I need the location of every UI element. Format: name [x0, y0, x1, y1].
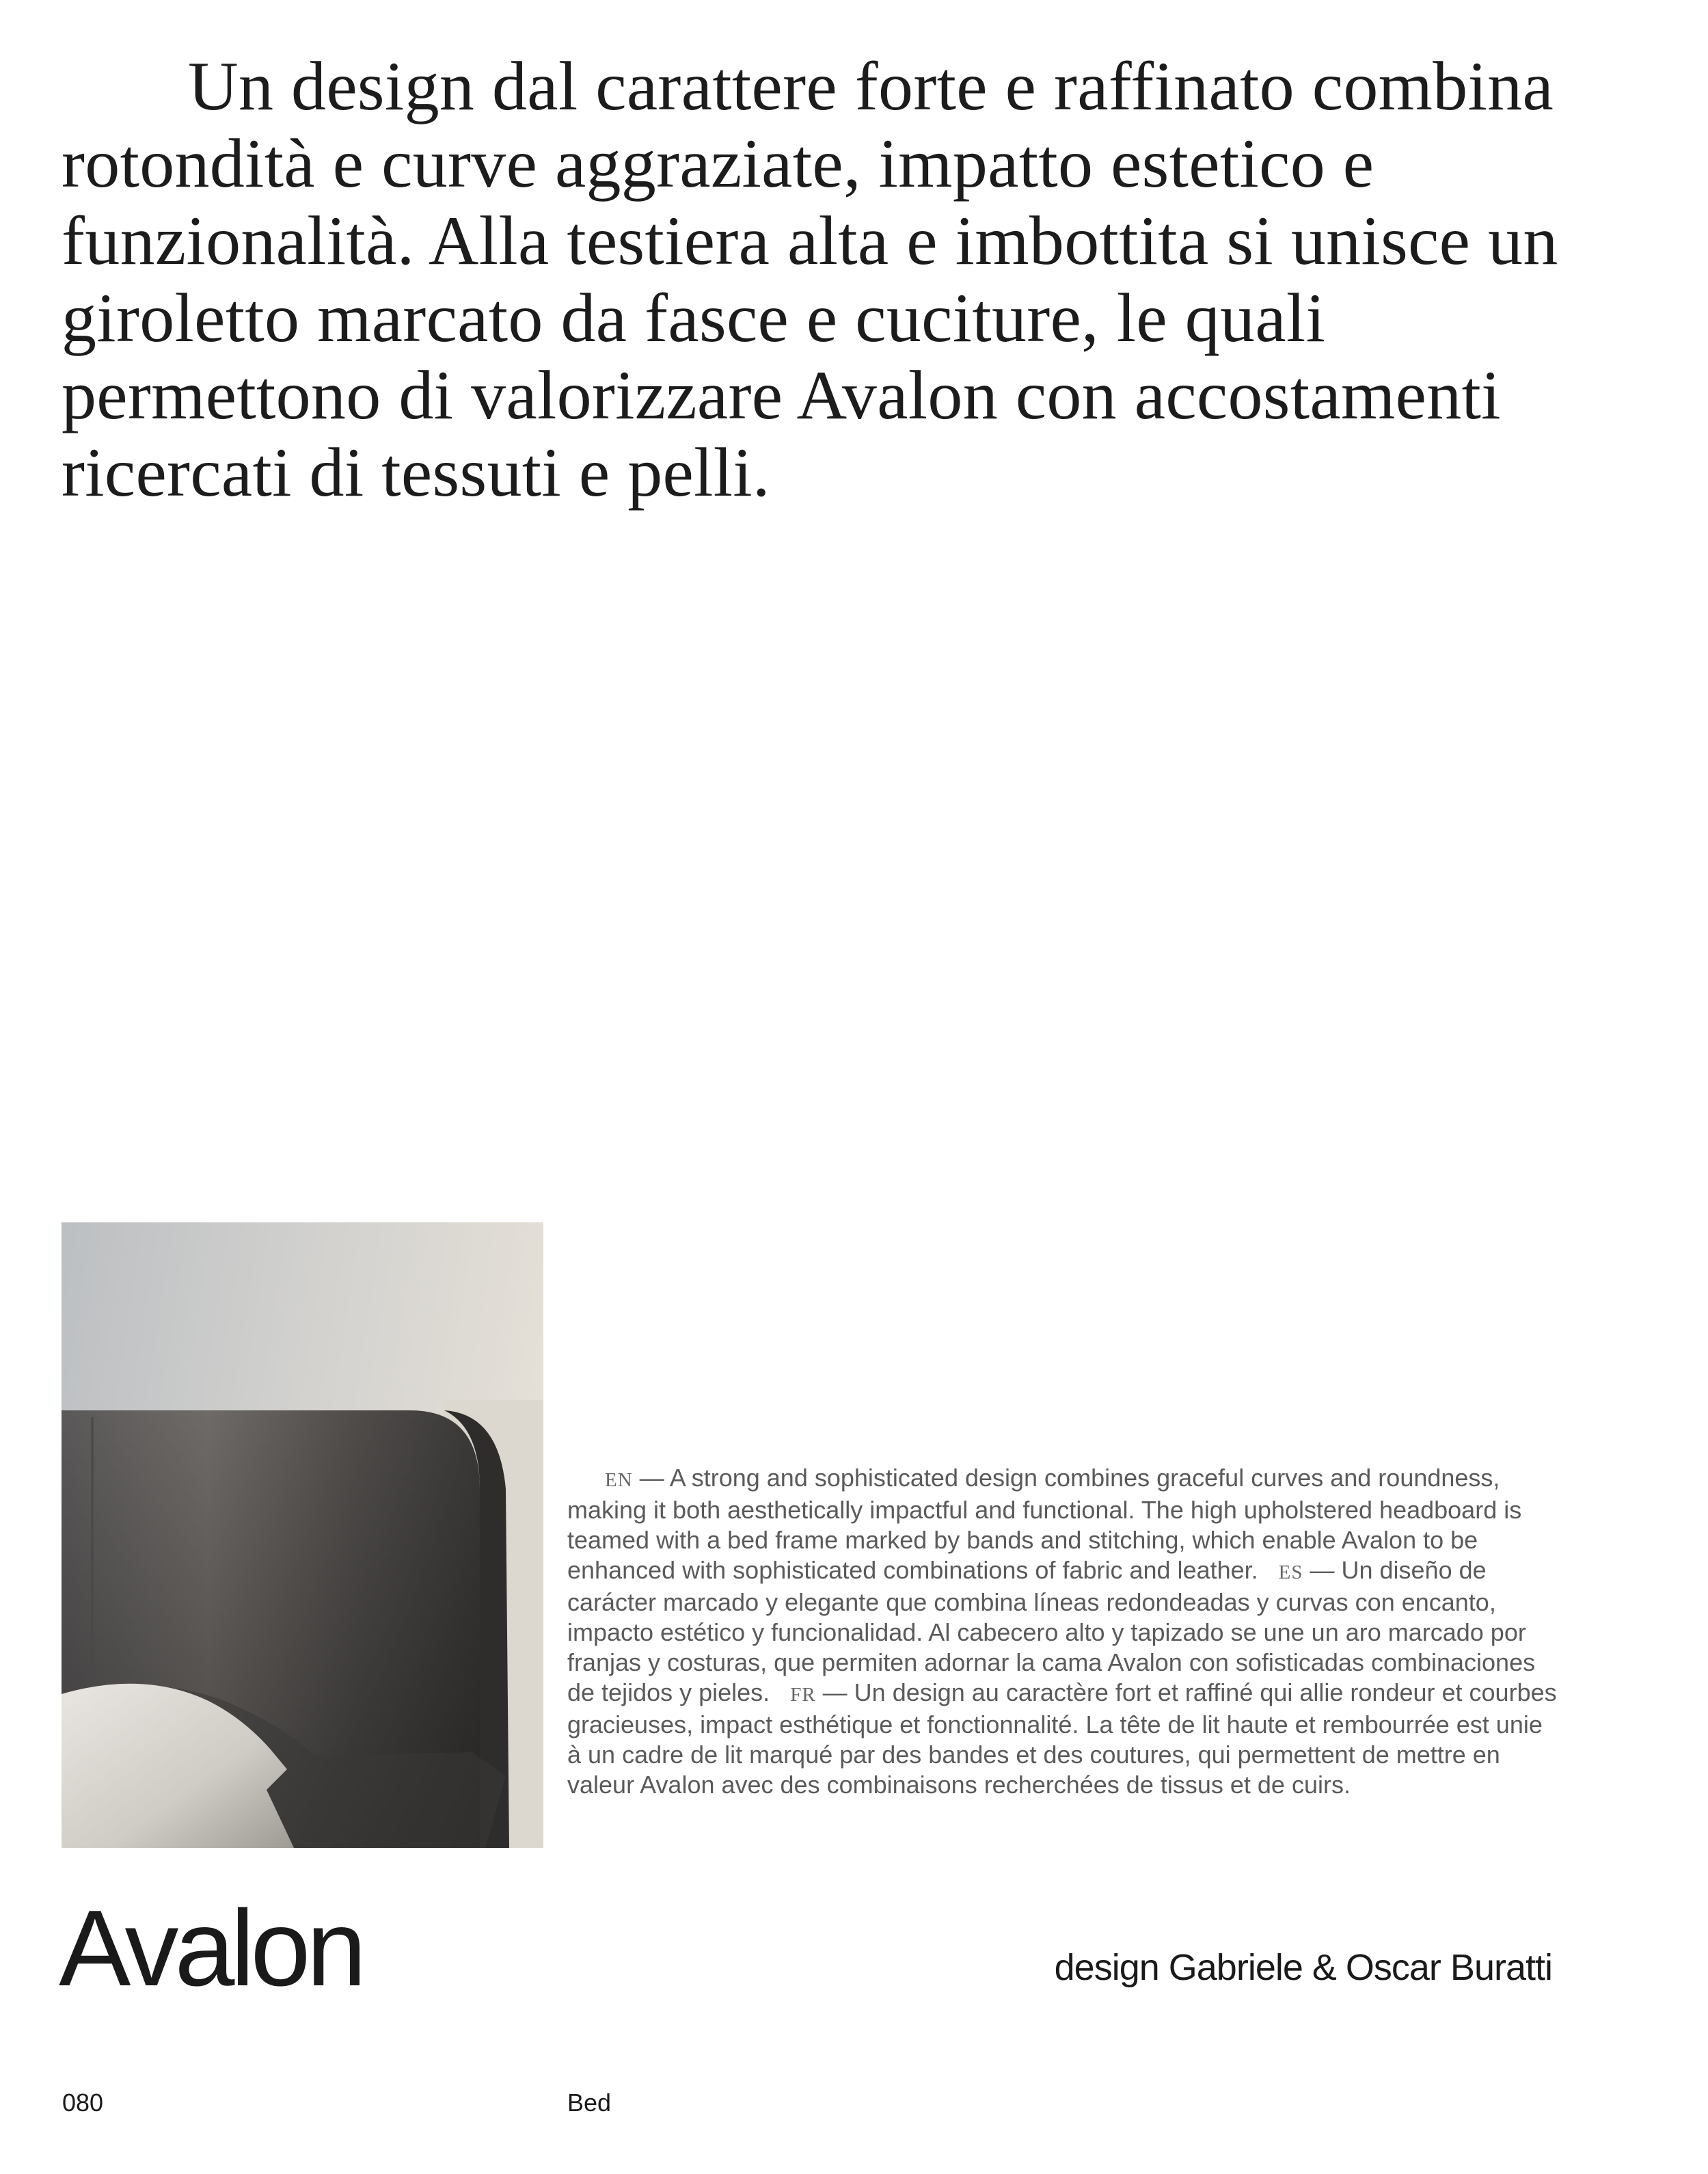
intro-text: Un design dal carattere forte e raffinato combina rotondità e curve aggraziate, impatto estetico e funzionalità. Alla testiera alta e imbottita si unisce un giroletto marcato da fasce e cuciture, le quali permettono di valorizzare Avalon con accostamenti ricercati di tessuti e pelli. [62, 48, 1558, 511]
designer-credit: design Gabriele & Oscar Buratti [1054, 1947, 1552, 1988]
lang-label-es: ES [1278, 1561, 1303, 1583]
page-number: 080 [62, 2089, 104, 2117]
translation-fr: — Un design au caractère fort et raffiné qui allie rondeur et courbes gracieuses, impact esthétique et fonctionnalité. La tête de lit haute et rembourrée est unie à un cadre de lit marqué par des bandes et des coutures, qui permettent de mettre en valeur Avalon avec des combinaisons recherchées de tissus et de cuirs. [567, 1678, 1557, 1799]
category-label: Bed [567, 2089, 612, 2117]
product-name: Avalon [59, 1888, 363, 2009]
translation-en: — A strong and sophisticated design combines graceful curves and roundness, making it both aesthetically impactful and functional. The high upholstered headboard is teamed with a bed frame marked by bands and stitching, which enable Avalon to be enhanced with sophisticated combinations of fabric and leather. [567, 1464, 1522, 1584]
translations-text [567, 1463, 1558, 1800]
translation-es: — Un diseño de carácter marcado y elegante que combina líneas redondeadas y curvas con encanto, impacto estético y funcionalidad. Al cabecero alto y tapizado se une un aro marcado por franjas y costuras, que permiten adornar la cama Avalon con sofisticadas combinaciones de tejidos y pieles. [567, 1556, 1536, 1706]
lang-label-fr: FR [790, 1684, 816, 1706]
bed-headboard-photo [62, 1222, 543, 1848]
lang-label-en: EN [605, 1469, 633, 1491]
